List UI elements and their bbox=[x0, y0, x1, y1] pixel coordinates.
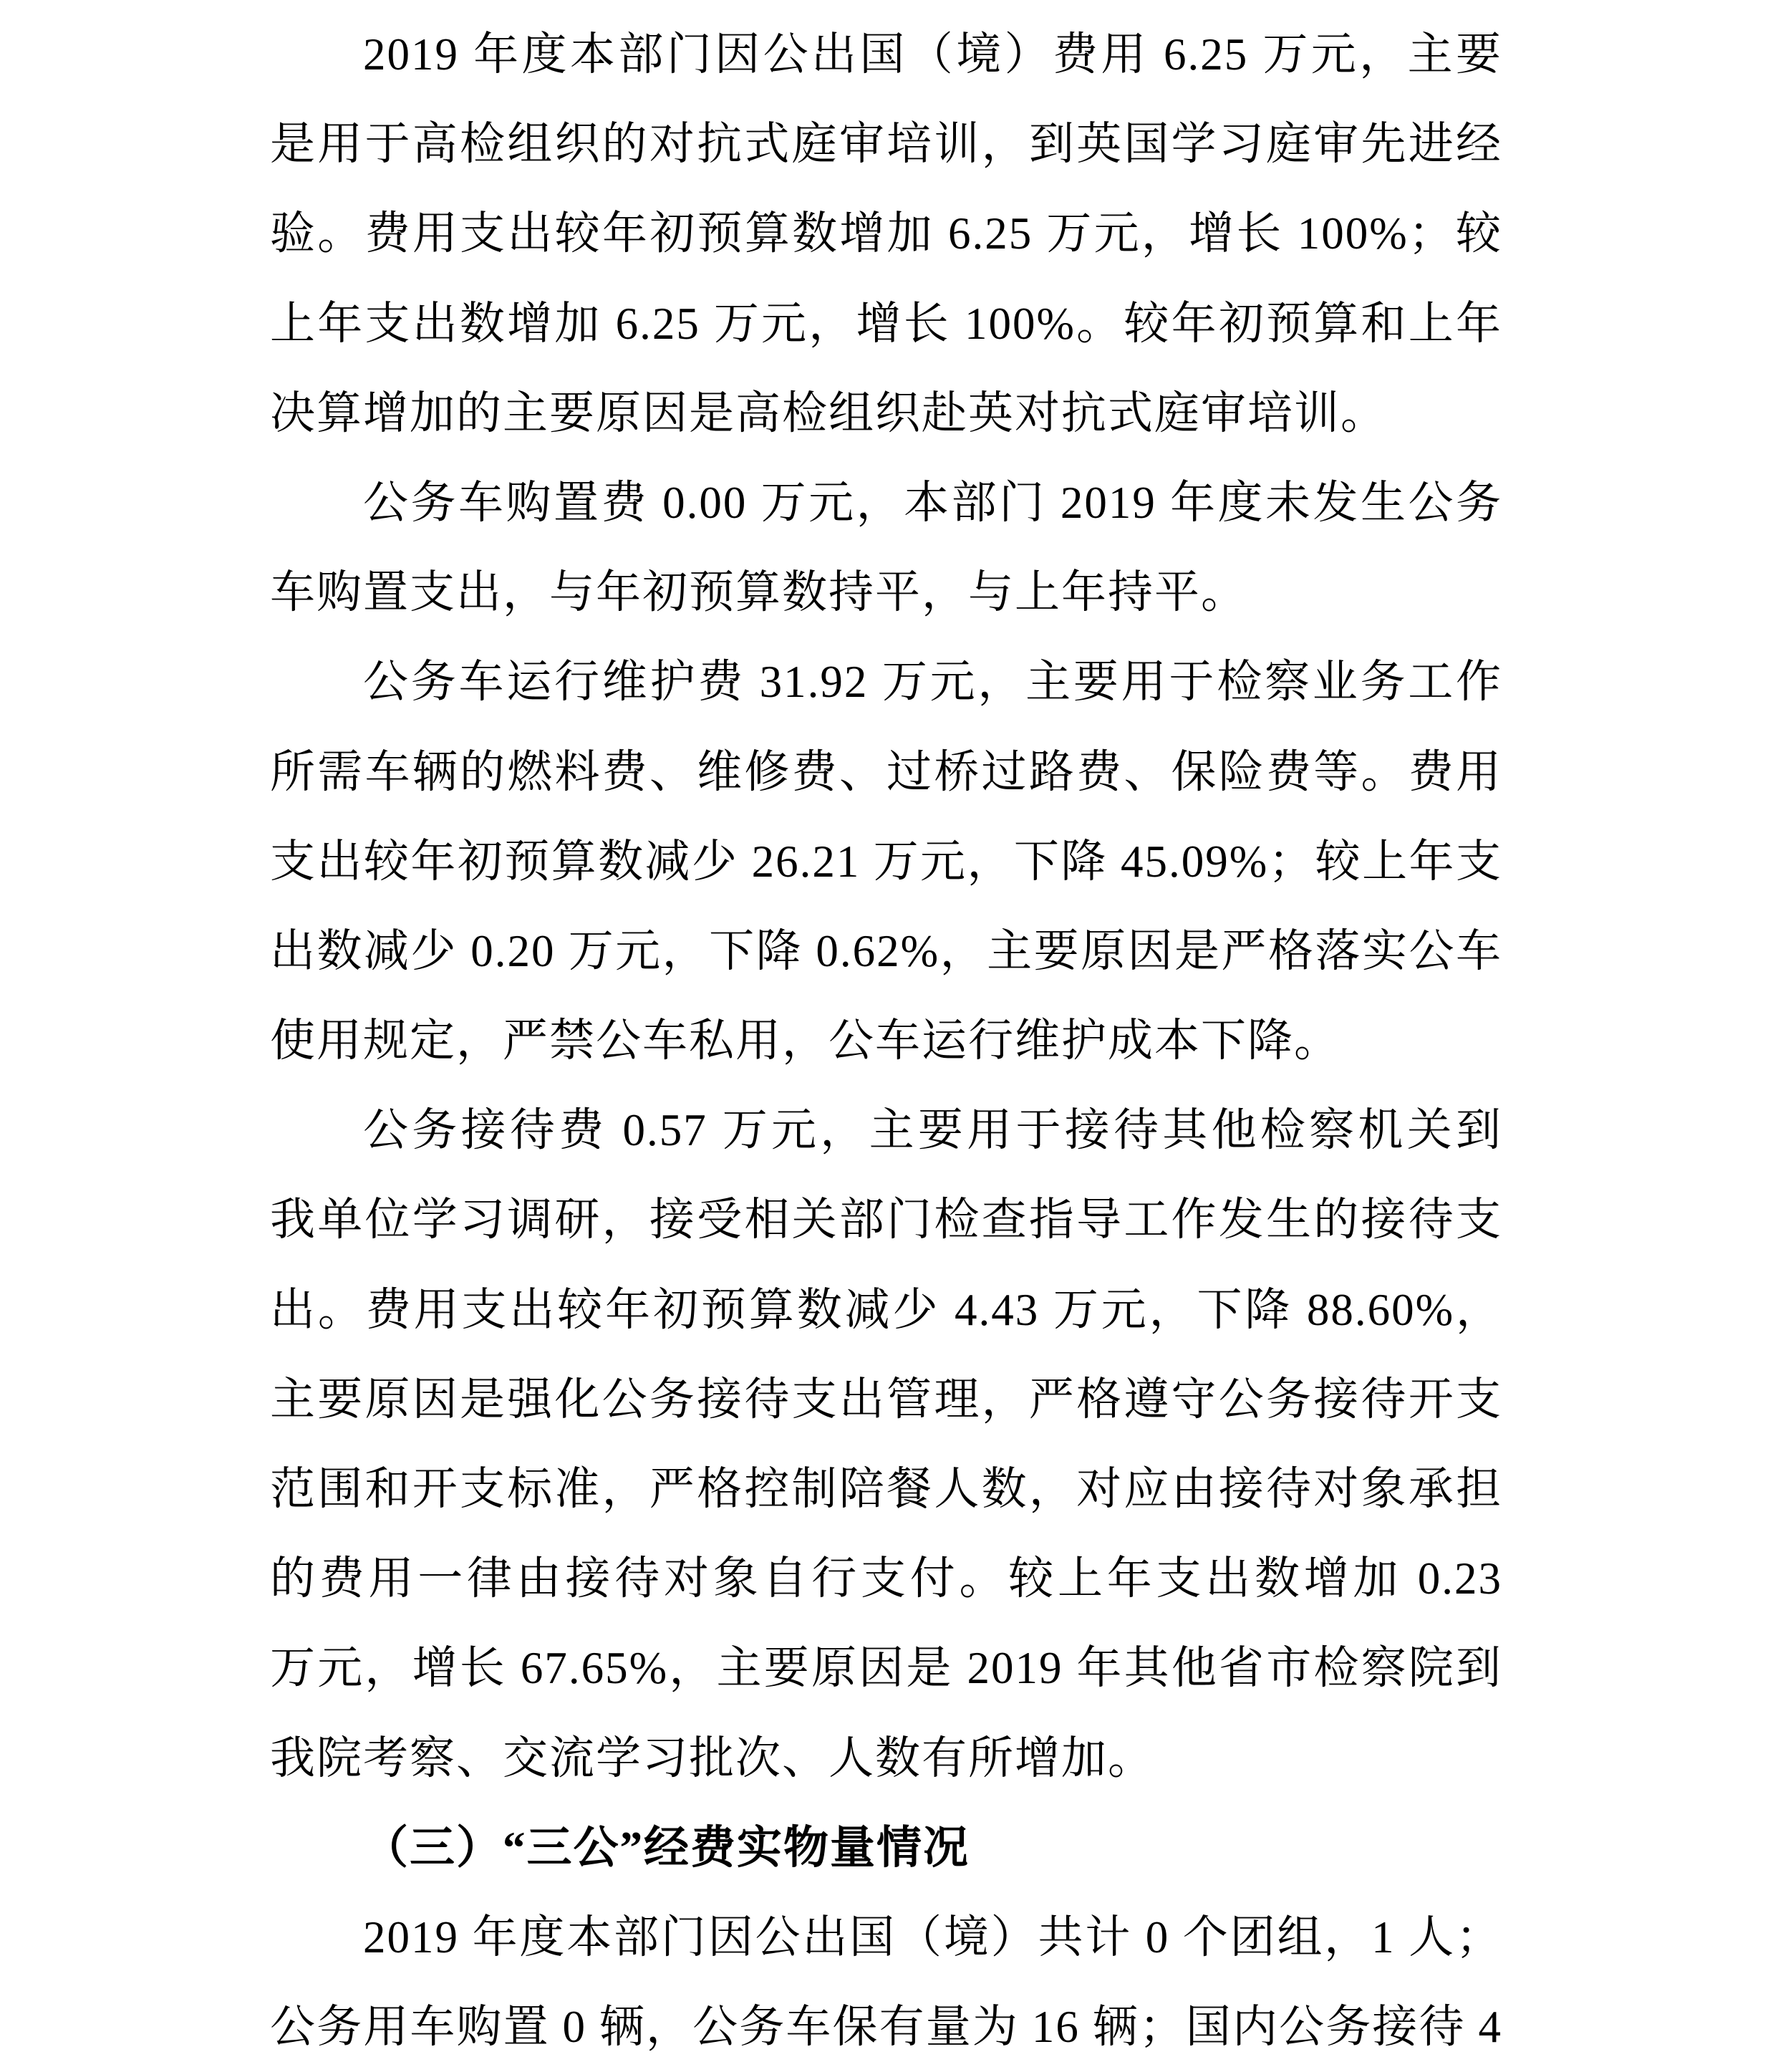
body-line-10: 支出较年初预算数减少 26.21 万元，下降 45.09%；较上年支 bbox=[270, 836, 1502, 887]
body-line-18: 的费用一律由接待对象自行支付。较上年支出数增加 0.23 bbox=[270, 1553, 1502, 1604]
section-heading: （三）“三公”经费实物量情况 bbox=[363, 1822, 970, 1873]
body-line-19: 万元，增长 67.65%，主要原因是 2019 年其他省市检察院到 bbox=[270, 1643, 1502, 1694]
body-line-1: 2019 年度本部门因公出国（境）费用 6.25 万元，主要 bbox=[363, 29, 1502, 79]
body-line-7: 车购置支出，与年初预算数持平，与上年持平。 bbox=[270, 567, 1247, 618]
body-line-4: 上年支出数增加 6.25 万元，增长 100%。较年初预算和上年 bbox=[270, 298, 1502, 349]
body-line-23: 公务用车购置 0 辆，公务车保有量为 16 辆；国内公务接待 4 bbox=[270, 2002, 1502, 2053]
body-line-9: 所需车辆的燃料费、维修费、过桥过路费、保险费等。费用 bbox=[270, 746, 1502, 797]
body-line-15: 出。费用支出较年初预算数减少 4.43 万元，下降 88.60%， bbox=[270, 1284, 1502, 1335]
body-line-2: 是用于高检组织的对抗式庭审培训，到英国学习庭审先进经 bbox=[270, 119, 1502, 170]
body-line-22: 2019 年度本部门因公出国（境）共计 0 个团组，1 人； bbox=[363, 1912, 1502, 1962]
body-line-13: 公务接待费 0.57 万元，主要用于接待其他检察机关到 bbox=[363, 1105, 1502, 1156]
body-line-3: 验。费用支出较年初预算数增加 6.25 万元，增长 100%；较 bbox=[270, 208, 1502, 259]
body-line-6: 公务车购置费 0.00 万元，本部门 2019 年度未发生公务 bbox=[363, 477, 1502, 528]
body-line-11: 出数减少 0.20 万元，下降 0.62%，主要原因是严格落实公车 bbox=[270, 925, 1502, 976]
body-line-8: 公务车运行维护费 31.92 万元，主要用于检察业务工作 bbox=[363, 657, 1502, 708]
body-line-20: 我院考察、交流学习批次、人数有所增加。 bbox=[270, 1733, 1154, 1783]
body-line-14: 我单位学习调研，接受相关部门检查指导工作发生的接待支 bbox=[270, 1195, 1502, 1245]
body-line-5: 决算增加的主要原因是高检组织赴英对抗式庭审培训。 bbox=[270, 387, 1387, 438]
body-line-16: 主要原因是强化公务接待支出管理，严格遵守公务接待开支 bbox=[270, 1374, 1502, 1425]
body-line-17: 范围和开支标准，严格控制陪餐人数，对应由接待对象承担 bbox=[270, 1464, 1502, 1514]
body-line-12: 使用规定，严禁公车私用，公车运行维护成本下降。 bbox=[270, 1016, 1340, 1066]
